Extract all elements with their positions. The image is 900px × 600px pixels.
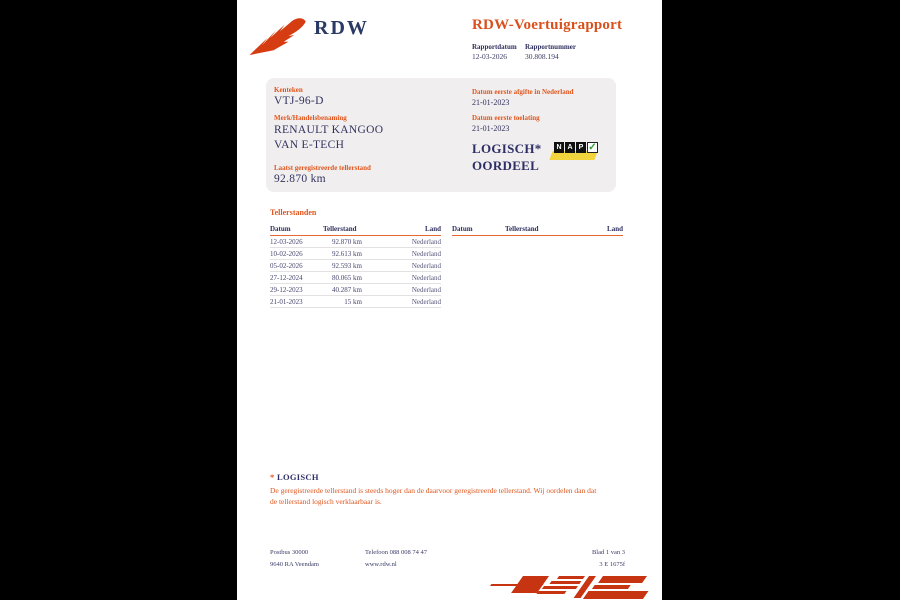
vehicle-summary-panel: [266, 78, 616, 192]
rdw-logo-text: RDW: [314, 17, 369, 39]
footer-contact: [365, 547, 427, 571]
cell-datum: 12-03-2026: [270, 237, 303, 246]
footer-website: www.rdw.nl: [365, 561, 397, 568]
table-row: [270, 260, 441, 272]
header-land: Land: [425, 225, 441, 233]
header-datum: Datum: [452, 225, 473, 233]
oordeel-line2: OORDEEL: [472, 158, 540, 173]
cell-land: Nederland: [411, 249, 441, 258]
afgifte-label: Datum eerste afgifte in Nederland: [472, 88, 574, 96]
kenteken-value: VTJ-96-D: [274, 95, 324, 107]
nap-letter-p: P: [576, 142, 586, 153]
table-row: [270, 248, 441, 260]
header-land: Land: [607, 225, 623, 233]
footer-page-indicator: Blad 1 van 3: [591, 549, 625, 556]
cell-datum: 10-02-2026: [270, 249, 303, 258]
tellerstanden-title: Tellerstanden: [270, 208, 317, 217]
footnote-asterisk: *: [270, 472, 275, 482]
page-title: RDW-Voertuigrapport: [472, 17, 623, 33]
cell-land: Nederland: [411, 237, 441, 246]
nap-letter-a: A: [565, 142, 575, 153]
table-header-row: [452, 223, 623, 236]
header-tellerstand: Tellerstand: [323, 225, 357, 233]
cell-datum: 27-12-2024: [270, 273, 303, 282]
footnote-title-text: LOGISCH: [277, 472, 319, 482]
footer-address-line1: Postbus 30000: [270, 549, 309, 556]
cell-tellerstand: 92.613 km: [332, 249, 362, 258]
kenteken-label: Kenteken: [274, 86, 303, 94]
cell-land: Nederland: [411, 261, 441, 270]
footer-address: [270, 547, 319, 571]
afgifte-value: 21-01-2023: [472, 98, 510, 107]
report-number-label: Rapportnummer: [525, 43, 576, 51]
header-datum: Datum: [270, 225, 291, 233]
toelating-label: Datum eerste toelating: [472, 114, 540, 122]
nap-logo: [554, 142, 606, 164]
footnote-title: [270, 472, 605, 482]
rdw-feather-icon: [247, 15, 311, 57]
cell-land: Nederland: [411, 285, 441, 294]
footnote-text: De geregistreerde tellerstand is steeds hoger dan de daarvoor geregistreerde tellerstand. Wij oordelen dan dat de tellerstand logisch verklaarbaar is.: [270, 486, 597, 506]
table-row: [270, 272, 441, 284]
report-date-value: 12-03-2026: [472, 52, 507, 61]
report-date-label: Rapportdatum: [472, 43, 517, 51]
cell-tellerstand: 92.870 km: [332, 237, 362, 246]
footer-address-line2: 9640 RA Veendam: [270, 561, 319, 568]
rdw-stripes-graphic: [477, 576, 662, 600]
cell-land: Nederland: [411, 273, 441, 282]
table-row: [270, 296, 441, 308]
oordeel-text: [472, 140, 542, 174]
merk-label: Merk/Handelsbenaming: [274, 114, 347, 122]
tellerstanden-table-empty: [452, 223, 623, 236]
oordeel-line1: LOGISCH*: [472, 141, 542, 156]
toelating-value: 21-01-2023: [472, 124, 510, 133]
cell-tellerstand: 40.287 km: [332, 285, 362, 294]
tellerstand-label: Laatst geregistreerde tellerstand: [274, 164, 371, 172]
merk-line1: RENAULT KANGOO: [274, 124, 384, 136]
cell-tellerstand: 15 km: [344, 297, 362, 306]
cell-tellerstand: 92.593 km: [332, 261, 362, 270]
table-header-row: [270, 223, 441, 236]
document-page: [237, 0, 662, 600]
cell-datum: 29-12-2023: [270, 285, 303, 294]
nap-check-icon: ✓: [588, 142, 597, 153]
header-tellerstand: Tellerstand: [505, 225, 539, 233]
nap-letter-n: N: [554, 142, 564, 153]
footer-page-info: [592, 547, 625, 571]
tellerstanden-table: [270, 223, 441, 308]
table-row: [270, 284, 441, 296]
table-row: [270, 236, 441, 248]
merk-line2: VAN E-TECH: [274, 139, 345, 151]
tellerstand-value: 92.870 km: [274, 173, 326, 185]
cell-tellerstand: 80.065 km: [332, 273, 362, 282]
cell-datum: 05-02-2026: [270, 261, 303, 270]
cell-datum: 21-01-2023: [270, 297, 303, 306]
footer-phone: Telefoon 088 008 74 47: [365, 549, 428, 556]
logisch-footnote: [270, 472, 605, 507]
footer-doc-code: 3 E 1675f: [599, 561, 625, 568]
report-number-value: 30.808.194: [525, 52, 559, 61]
cell-land: Nederland: [411, 297, 441, 306]
